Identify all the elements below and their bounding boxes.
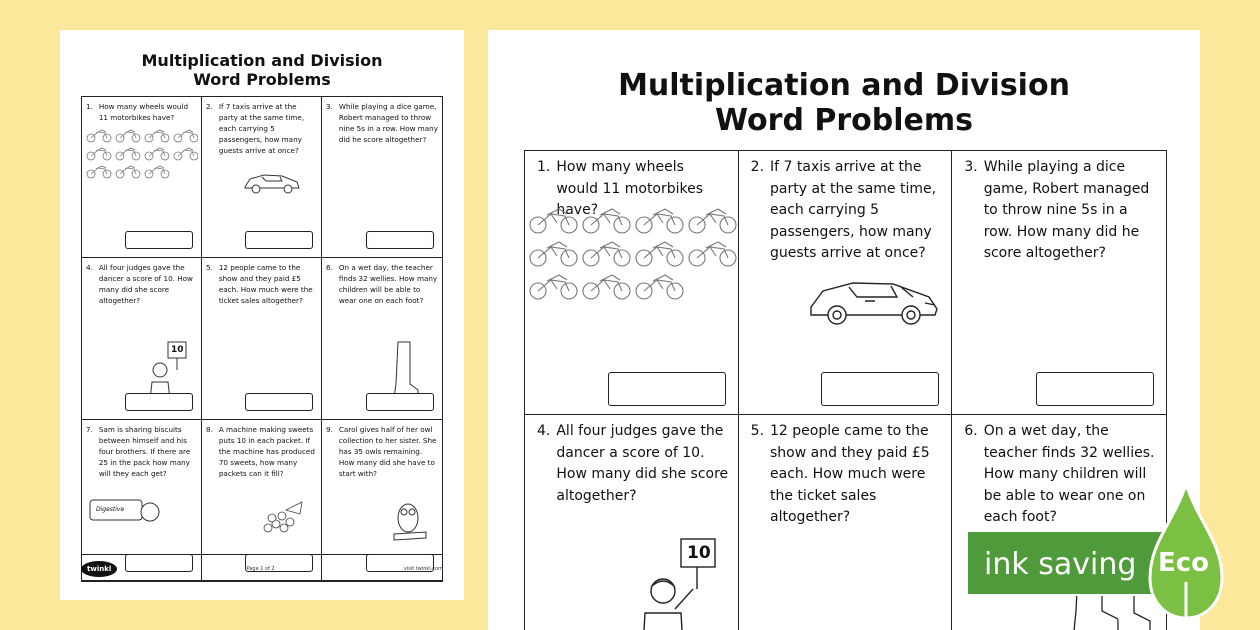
question-text: While playing a dice game, Robert managed to throw nine 5s in a row. How many did he score altogether? <box>338 102 438 144</box>
owl-icon <box>392 496 428 546</box>
answer-box-1[interactable] <box>608 372 726 406</box>
title-line1: Multiplication and Division <box>618 68 1070 103</box>
answer-box-1[interactable] <box>125 231 193 249</box>
question-cell-3 <box>322 97 442 258</box>
question-number: 6. <box>326 263 333 273</box>
question-text: On a wet day, the teacher finds 32 wellies. How many children will be able to wear one on each foot? <box>983 423 1155 525</box>
footer-url: visit twinkl.com <box>403 565 443 572</box>
question-text: All four judges gave the dancer a score of 10. How many did she score altogether? <box>556 423 729 504</box>
question-text: A machine making sweets puts 10 in each packet. If the machine has produced 70 sweets, how many packets can it fill? <box>218 424 315 478</box>
question-text: Carol gives half of her owl collection to her sister. She has 35 owls remaining. How many did she have to start with? <box>338 424 437 478</box>
taxi-car-icon <box>805 269 945 329</box>
question-text: If 7 taxis arrive at the party at the same time, each carrying 5 passengers, how many guests arrive at once? <box>218 102 305 155</box>
question-text: How many wheels would 11 motorbikes have? <box>98 102 189 122</box>
question-number: 5. <box>750 423 765 439</box>
question-cell-1 <box>82 97 202 258</box>
question-number: 3. <box>326 102 333 111</box>
biscuit-pack-label: Digestive <box>96 505 125 513</box>
question-text: How many wheels would 11 motorbikes have? <box>556 159 704 218</box>
answer-box-2[interactable] <box>821 372 939 406</box>
question-number: 7. <box>86 424 93 434</box>
answer-box-6[interactable] <box>366 393 434 411</box>
question-text: 12 people came to the show and they paid £5 each. How much were the ticket sales altogether? <box>770 423 930 525</box>
ink-saving-label: ink saving <box>984 547 1137 582</box>
question-text: Sam is sharing biscuits between himself and his four brothers. If there are 25 in the pack how many will they each get? <box>98 424 191 478</box>
judge-figure-icon <box>631 537 721 630</box>
question-number: 6. <box>964 423 978 439</box>
question-grid-small <box>81 96 443 582</box>
answer-box-4[interactable] <box>125 393 193 411</box>
question-cell-1 <box>525 151 739 415</box>
answer-box-5[interactable] <box>245 393 313 411</box>
question-cell-2 <box>202 97 322 258</box>
page-number: Page 1 of 2 <box>246 565 275 572</box>
answer-box-3[interactable] <box>366 231 434 249</box>
eco-label: Eco <box>1158 548 1210 578</box>
score-card-label: 10 <box>687 543 711 563</box>
twinkl-logo: twinkl <box>81 561 117 577</box>
question-number: 2. <box>206 102 213 111</box>
question-cell-2 <box>739 151 953 415</box>
eco-leaf-icon <box>1146 482 1226 630</box>
question-cell-3 <box>952 151 1166 415</box>
question-cell-6 <box>322 258 442 419</box>
motorbikes-icon <box>86 127 198 179</box>
motorbikes-icon <box>529 205 739 305</box>
question-number: 5. <box>206 263 213 273</box>
question-number: 8. <box>206 424 213 434</box>
worksheet-footer <box>81 554 443 582</box>
question-cell-5 <box>202 258 322 419</box>
question-cell-4 <box>525 415 739 630</box>
question-number: 3. <box>964 159 978 175</box>
question-text: If 7 taxis arrive at the party at the same time, each carrying 5 passengers, how many guests arrive at once? <box>770 159 937 261</box>
question-number: 1. <box>537 159 551 175</box>
question-number: 2. <box>750 159 765 175</box>
question-text: While playing a dice game, Robert managed to throw nine 5s in a row. How many did he score altogether? <box>983 159 1150 261</box>
answer-box-2[interactable] <box>245 231 313 249</box>
welly-boot-icon <box>390 340 420 400</box>
question-number: 1. <box>86 102 93 111</box>
worksheet-thumbnail <box>60 30 464 600</box>
title-line2: Word Problems <box>193 69 331 89</box>
question-number: 9. <box>326 424 333 434</box>
worksheet-title-large <box>488 68 1200 139</box>
score-card-label: 10 <box>171 345 184 356</box>
question-cell-5 <box>739 415 953 630</box>
sweets-pile-icon <box>256 498 306 538</box>
worksheet-title-small <box>60 52 464 90</box>
question-cell-4 <box>82 258 202 419</box>
answer-box-3[interactable] <box>1036 372 1154 406</box>
taxi-car-icon <box>242 167 302 197</box>
title-line2: Word Problems <box>715 103 973 139</box>
question-text: 12 people came to the show and they paid £5 each. How much were the ticket sales altogether? <box>218 263 313 306</box>
question-number: 4. <box>537 423 551 439</box>
question-number: 4. <box>86 263 93 273</box>
title-line1: Multiplication and Division <box>141 51 383 70</box>
biscuit-pack-icon <box>88 496 160 526</box>
question-text: All four judges gave the dancer a score of 10. How many did she score altogether? <box>98 263 193 306</box>
question-text: On a wet day, the teacher finds 32 wellies. How many children will be able to wear one on each foot? <box>338 263 438 306</box>
